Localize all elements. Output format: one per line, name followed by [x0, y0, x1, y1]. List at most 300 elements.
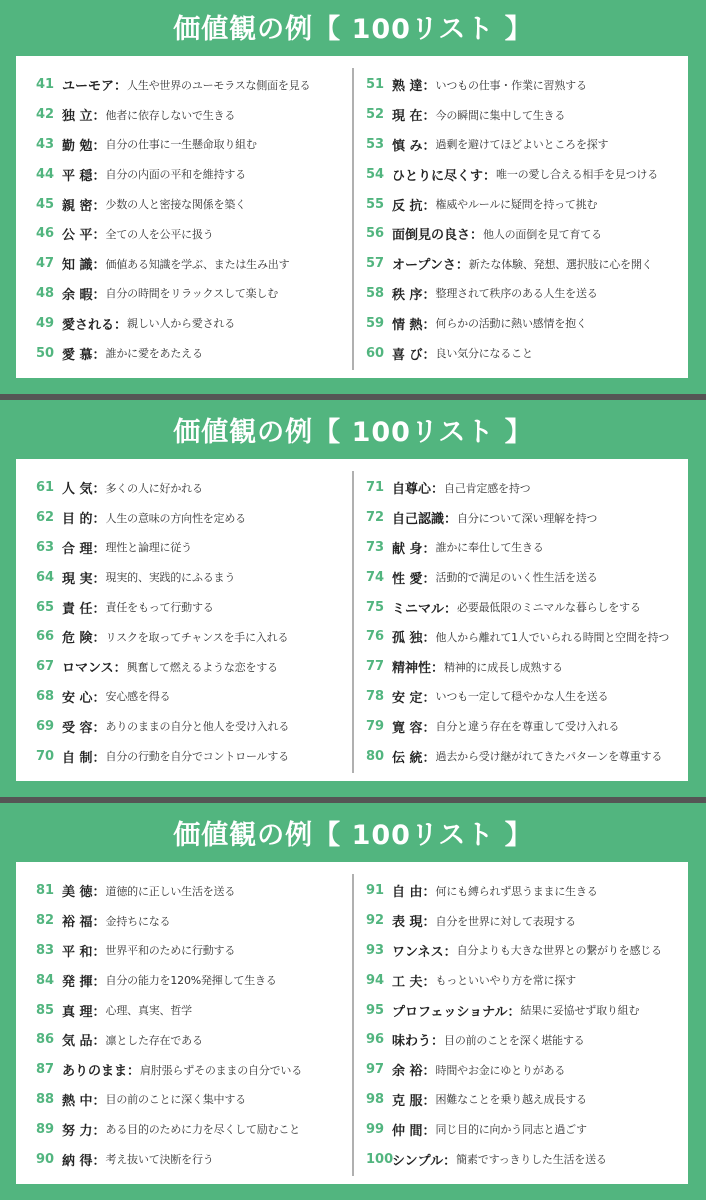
value-description: 他人から離れて1人でいられる時間と空間を持つ	[435, 630, 670, 644]
column-divider	[352, 874, 354, 1176]
value-row	[36, 936, 366, 966]
value-number: 91	[366, 883, 385, 899]
value-row	[36, 189, 366, 219]
value-description: 唯一の愛し合える相手を見つける	[496, 168, 659, 182]
value-row	[366, 936, 696, 966]
values-panel	[0, 403, 706, 797]
value-row	[36, 1144, 366, 1174]
value-row	[366, 279, 696, 309]
value-name: 自尊心	[392, 482, 432, 498]
colon-separator: ：	[422, 1064, 436, 1080]
value-row	[36, 965, 366, 995]
value-description: 整理されて秩序のある人生を送る	[435, 287, 598, 301]
value-name: 秩 序	[392, 287, 423, 303]
values-panel	[0, 806, 706, 1200]
value-row	[36, 308, 366, 338]
value-name: 仲 間	[392, 1123, 423, 1139]
colon-separator: ：	[422, 915, 436, 931]
value-row	[366, 219, 696, 249]
value-row	[36, 70, 366, 100]
values-panel	[0, 0, 706, 394]
value-row	[36, 906, 366, 936]
value-description: 自分の時間をリラックスして楽しむ	[105, 287, 279, 301]
value-number: 66	[36, 629, 55, 645]
value-name: 熱 中	[62, 1093, 93, 1109]
value-name: 表 現	[392, 915, 423, 931]
value-description: 良い気分になること	[435, 347, 533, 361]
value-name: 精神性	[392, 661, 432, 677]
value-number: 65	[36, 599, 55, 615]
value-description: 少数の人と密接な関係を築く	[105, 198, 246, 212]
value-description: 何らかの活動に熱い感情を抱く	[435, 317, 587, 331]
value-row	[366, 965, 696, 995]
value-name: 熟 達	[392, 79, 423, 95]
colon-separator: ：	[92, 258, 106, 274]
value-name: 慎 み	[392, 138, 423, 154]
value-name: ミニマル	[392, 601, 445, 617]
value-description: 考え抜いて決断を行う	[105, 1153, 214, 1167]
colon-separator: ：	[422, 720, 436, 736]
value-name: シンプル	[392, 1153, 444, 1169]
value-description: 興奮して燃えるような恋をする	[126, 660, 278, 674]
value-number: 79	[366, 718, 385, 734]
value-description: 他者に依存しないで生きる	[105, 108, 236, 122]
value-number: 49	[36, 315, 55, 331]
value-number: 93	[366, 942, 385, 958]
value-row	[366, 338, 696, 368]
colon-separator: ：	[455, 258, 469, 274]
value-name: 自 制	[62, 750, 93, 766]
value-row	[366, 503, 696, 533]
value-row	[366, 592, 696, 622]
value-number: 45	[36, 196, 55, 212]
colon-separator: ：	[422, 109, 436, 125]
value-name: 面倒見の良さ	[392, 228, 471, 244]
colon-separator: ：	[92, 571, 106, 587]
value-name: 安 心	[62, 690, 93, 706]
value-number: 74	[366, 569, 385, 585]
value-description: リスクを取ってチャンスを手に入れる	[105, 630, 289, 644]
value-number: 88	[36, 1091, 55, 1107]
colon-separator: ：	[92, 720, 106, 736]
value-description: 道徳的に正しい生活を送る	[105, 884, 236, 898]
value-row	[36, 533, 366, 563]
value-row	[366, 130, 696, 160]
value-row	[36, 622, 366, 652]
value-number: 78	[366, 688, 385, 704]
colon-separator: ：	[422, 138, 436, 154]
value-number: 86	[36, 1032, 55, 1048]
value-number: 90	[36, 1151, 55, 1167]
colon-separator: ：	[92, 750, 106, 766]
colon-separator: ：	[92, 347, 106, 363]
value-name: 真 理	[62, 1004, 93, 1020]
value-description: 新たな体験、発想、選択肢に心を開く	[468, 257, 653, 271]
value-description: 自分と違う存在を尊重して受け入れる	[435, 720, 620, 734]
value-row	[366, 1114, 696, 1144]
colon-separator: ：	[443, 1153, 457, 1169]
value-name: ひとりに尽くす	[392, 168, 484, 184]
value-number: 97	[366, 1062, 385, 1078]
value-row	[36, 473, 366, 503]
value-name: 公 平	[62, 228, 93, 244]
value-name: 責 任	[62, 601, 93, 617]
value-description: いつも一定して穏やかな人生を送る	[435, 690, 609, 704]
colon-separator: ：	[92, 690, 106, 706]
value-number: 75	[366, 599, 385, 615]
colon-separator: ：	[422, 287, 436, 303]
colon-separator: ：	[92, 1093, 106, 1109]
value-number: 77	[366, 659, 385, 675]
value-description: 活動的で満足のいく性生活を送る	[435, 571, 598, 585]
value-name: ワンネス	[392, 944, 444, 960]
colon-separator: ：	[507, 1004, 521, 1020]
value-row	[366, 622, 696, 652]
value-row	[366, 652, 696, 682]
values-column-right	[366, 70, 696, 368]
value-name: 納 得	[62, 1153, 93, 1169]
value-row	[36, 711, 366, 741]
value-number: 89	[36, 1121, 55, 1137]
value-description: 目の前のことに深く集中する	[105, 1093, 246, 1107]
value-number: 80	[366, 748, 385, 764]
values-column-right	[366, 473, 696, 771]
value-name: 伝 統	[392, 750, 423, 766]
value-row	[366, 533, 696, 563]
value-number: 48	[36, 285, 55, 301]
value-description: 全ての人を公平に扱う	[105, 227, 214, 241]
value-name: 工 夫	[392, 974, 423, 990]
value-number: 58	[366, 285, 385, 301]
value-name: プロフェッショナル	[392, 1004, 508, 1020]
value-row	[366, 741, 696, 771]
value-row	[36, 592, 366, 622]
value-name: 平 穏	[62, 168, 93, 184]
value-name: オープンさ	[392, 258, 456, 274]
value-description: 親しい人から愛される	[127, 317, 236, 331]
value-name: 危 険	[62, 631, 93, 647]
value-description: 理性と論理に従う	[105, 541, 192, 555]
value-description: 何にも縛られず思うままに生きる	[435, 884, 598, 898]
colon-separator: ：	[92, 541, 106, 557]
value-description: 精神的に成長し成熟する	[444, 660, 563, 674]
colon-separator: ：	[92, 974, 106, 990]
value-description: 自分について深い理解を持つ	[457, 511, 598, 525]
value-description: 必要最低限のミニマルな暮らしをする	[457, 601, 641, 615]
colon-separator: ：	[483, 168, 497, 184]
value-number: 43	[36, 136, 55, 152]
value-number: 41	[36, 77, 55, 93]
colon-separator: ：	[92, 1034, 106, 1050]
value-row	[36, 682, 366, 712]
value-number: 73	[366, 539, 385, 555]
colon-separator: ：	[470, 228, 484, 244]
value-number: 98	[366, 1091, 385, 1107]
value-description: 凛とした存在である	[105, 1033, 203, 1047]
colon-separator: ：	[444, 512, 458, 528]
panel-separator	[0, 797, 706, 803]
panel-title: 価値観の例【 100リスト 】	[173, 417, 533, 448]
colon-separator: ：	[92, 482, 106, 498]
colon-separator: ：	[431, 1034, 445, 1050]
value-description: 目の前のことを深く堪能する	[444, 1033, 585, 1047]
colon-separator: ：	[92, 885, 106, 901]
value-description: 自己肯定感を持つ	[444, 481, 531, 495]
value-number: 46	[36, 226, 55, 242]
colon-separator: ：	[92, 512, 106, 528]
value-number: 71	[366, 480, 385, 496]
value-description: いつもの仕事・作業に習熟する	[435, 78, 587, 92]
value-row	[366, 876, 696, 906]
value-row	[366, 159, 696, 189]
colon-separator: ：	[443, 944, 457, 960]
value-number: 53	[366, 136, 385, 152]
value-number: 51	[366, 77, 385, 93]
colon-separator: ：	[92, 287, 106, 303]
value-number: 94	[366, 972, 385, 988]
value-row	[36, 562, 366, 592]
value-description: 金持ちになる	[105, 914, 171, 928]
value-number: 68	[36, 688, 55, 704]
value-name: 喜 び	[392, 347, 423, 363]
value-name: 努 力	[62, 1123, 93, 1139]
value-name: 受 容	[62, 720, 93, 736]
value-row	[36, 338, 366, 368]
value-number: 52	[366, 107, 385, 123]
value-description: 多くの人に好かれる	[105, 481, 203, 495]
value-name: 合 理	[62, 541, 93, 557]
value-description: 自分の行動を自分でコントロールする	[105, 750, 289, 764]
value-number: 57	[366, 256, 385, 272]
value-name: 性 愛	[392, 571, 423, 587]
value-number: 92	[366, 913, 385, 929]
value-number: 44	[36, 166, 55, 182]
value-row	[36, 1055, 366, 1085]
value-row	[366, 1085, 696, 1115]
value-description: 同じ目的に向かう同志と過ごす	[435, 1123, 587, 1137]
value-row	[366, 249, 696, 279]
value-number: 50	[36, 345, 55, 361]
colon-separator: ：	[422, 974, 436, 990]
value-name: 現 在	[392, 109, 423, 125]
colon-separator: ：	[422, 631, 436, 647]
value-description: 自分を世界に対して表現する	[435, 914, 576, 928]
value-number: 87	[36, 1062, 55, 1078]
value-name: 気 品	[62, 1034, 93, 1050]
colon-separator: ：	[114, 317, 128, 333]
value-number: 84	[36, 972, 55, 988]
value-number: 70	[36, 748, 55, 764]
value-row	[366, 995, 696, 1025]
value-description: 心理、真実、哲学	[105, 1004, 192, 1018]
value-description: 簡素ですっきりした生活を送る	[456, 1153, 607, 1167]
value-description: 安心感を得る	[105, 690, 171, 704]
value-number: 59	[366, 315, 385, 331]
colon-separator: ：	[92, 601, 106, 617]
value-row	[366, 562, 696, 592]
value-number: 63	[36, 539, 55, 555]
colon-separator: ：	[92, 168, 106, 184]
colon-separator: ：	[422, 885, 436, 901]
value-description: 自分の能力を120%発揮して生きる	[105, 974, 277, 988]
value-description: 自分の仕事に一生懸命取り組む	[105, 138, 257, 152]
values-card	[16, 862, 688, 1184]
value-name: 愛される	[62, 317, 115, 333]
value-name: 平 和	[62, 944, 93, 960]
value-number: 76	[366, 629, 385, 645]
value-number: 55	[366, 196, 385, 212]
value-description: 肩肘張らずそのままの自分でいる	[140, 1063, 303, 1077]
value-row	[36, 159, 366, 189]
value-name: 寛 容	[392, 720, 423, 736]
value-row	[36, 652, 366, 682]
panel-separator	[0, 394, 706, 400]
colon-separator: ：	[114, 79, 128, 95]
value-row	[366, 189, 696, 219]
value-number: 60	[366, 345, 385, 361]
values-card	[16, 459, 688, 781]
value-name: 裕 福	[62, 915, 93, 931]
colon-separator: ：	[92, 228, 106, 244]
value-name: 発 揮	[62, 974, 93, 990]
colon-separator: ：	[127, 1064, 141, 1080]
value-number: 67	[36, 659, 55, 675]
value-number: 96	[366, 1032, 385, 1048]
value-row	[36, 279, 366, 309]
colon-separator: ：	[92, 138, 106, 154]
value-name: 余 裕	[392, 1064, 423, 1080]
value-description: もっといいやり方を常に探す	[435, 974, 576, 988]
value-description: 今の瞬間に集中して生きる	[435, 108, 566, 122]
value-number: 56	[366, 226, 385, 242]
value-row	[36, 503, 366, 533]
value-name: 自 由	[392, 885, 423, 901]
value-number: 42	[36, 107, 55, 123]
colon-separator: ：	[422, 690, 436, 706]
value-description: 責任をもって行動する	[105, 601, 214, 615]
colon-separator: ：	[422, 1123, 436, 1139]
colon-separator: ：	[422, 750, 436, 766]
values-column-left	[36, 876, 366, 1174]
colon-separator: ：	[431, 661, 445, 677]
column-divider	[352, 471, 354, 773]
colon-separator: ：	[431, 482, 445, 498]
value-name: 安 定	[392, 690, 423, 706]
colon-separator: ：	[422, 198, 436, 214]
colon-separator: ：	[92, 1004, 106, 1020]
value-number: 100	[366, 1151, 394, 1167]
colon-separator: ：	[92, 198, 106, 214]
value-number: 99	[366, 1121, 385, 1137]
value-name: ロマンス	[62, 661, 114, 677]
value-row	[36, 741, 366, 771]
value-description: 人生や世界のユーモラスな側面を見る	[127, 78, 311, 92]
value-number: 83	[36, 942, 55, 958]
value-description: 結果に妥協せず取り組む	[520, 1004, 640, 1018]
colon-separator: ：	[444, 601, 458, 617]
value-name: 独 立	[62, 109, 93, 125]
value-name: 反 抗	[392, 198, 423, 214]
value-row	[366, 100, 696, 130]
value-name: 勤 勉	[62, 138, 93, 154]
value-row	[366, 308, 696, 338]
panel-title: 価値観の例【 100リスト 】	[173, 820, 533, 851]
value-description: ある目的のために力を尽くして励むこと	[105, 1123, 300, 1137]
value-description: 困難なことを乗り越え成長する	[435, 1093, 587, 1107]
value-row	[36, 1114, 366, 1144]
value-description: 世界平和のために行動する	[105, 944, 236, 958]
value-description: 過去から受け継がれてきたパターンを尊重する	[435, 750, 663, 764]
value-description: 価値ある知識を学ぶ、または生み出す	[105, 257, 290, 271]
colon-separator: ：	[92, 944, 106, 960]
value-name: 現 実	[62, 571, 93, 587]
colon-separator: ：	[92, 631, 106, 647]
value-name: 人 気	[62, 482, 93, 498]
value-description: 権威やルールに疑問を持って挑む	[435, 198, 598, 212]
value-description: 時間やお金にゆとりがある	[435, 1063, 566, 1077]
colon-separator: ：	[422, 1093, 436, 1109]
value-description: 過剰を避けてほどよいところを探す	[435, 138, 609, 152]
values-column-right	[366, 876, 696, 1174]
value-row	[366, 70, 696, 100]
value-name: ユーモア	[62, 79, 115, 95]
colon-separator: ：	[422, 571, 436, 587]
value-name: 余 暇	[62, 287, 93, 303]
value-row	[36, 100, 366, 130]
values-column-left	[36, 70, 366, 368]
value-name: 味わう	[392, 1034, 432, 1050]
value-row	[366, 1144, 696, 1174]
value-name: 克 服	[392, 1093, 423, 1109]
value-number: 72	[366, 510, 385, 526]
value-name: 美 徳	[62, 885, 93, 901]
value-name: 献 身	[392, 541, 423, 557]
value-name: 知 識	[62, 258, 93, 274]
value-description: ありのままの自分と他人を受け入れる	[105, 720, 290, 734]
value-number: 64	[36, 569, 55, 585]
column-divider	[352, 68, 354, 370]
value-row	[36, 130, 366, 160]
value-name: 目 的	[62, 512, 93, 528]
value-row	[366, 906, 696, 936]
value-number: 62	[36, 510, 55, 526]
value-number: 81	[36, 883, 55, 899]
value-row	[36, 1025, 366, 1055]
value-description: 誰かに奉仕して生きる	[435, 541, 544, 555]
value-name: 自己認識	[392, 512, 445, 528]
value-row	[366, 711, 696, 741]
colon-separator: ：	[422, 347, 436, 363]
value-row	[366, 682, 696, 712]
value-row	[36, 249, 366, 279]
value-number: 69	[36, 718, 55, 734]
colon-separator: ：	[92, 915, 106, 931]
value-row	[366, 473, 696, 503]
value-name: 孤 独	[392, 631, 423, 647]
value-description: 人生の意味の方向性を定める	[105, 511, 246, 525]
colon-separator: ：	[92, 1153, 106, 1169]
value-name: 情 熱	[392, 317, 423, 333]
value-number: 95	[366, 1002, 385, 1018]
value-description: 自分の内面の平和を維持する	[105, 168, 246, 182]
value-description: 誰かに愛をあたえる	[105, 347, 203, 361]
colon-separator: ：	[422, 317, 436, 333]
value-name: 親 密	[62, 198, 93, 214]
value-row	[36, 995, 366, 1025]
value-name: 愛 慕	[62, 347, 93, 363]
panel-title: 価値観の例【 100リスト 】	[173, 14, 533, 45]
value-number: 82	[36, 913, 55, 929]
